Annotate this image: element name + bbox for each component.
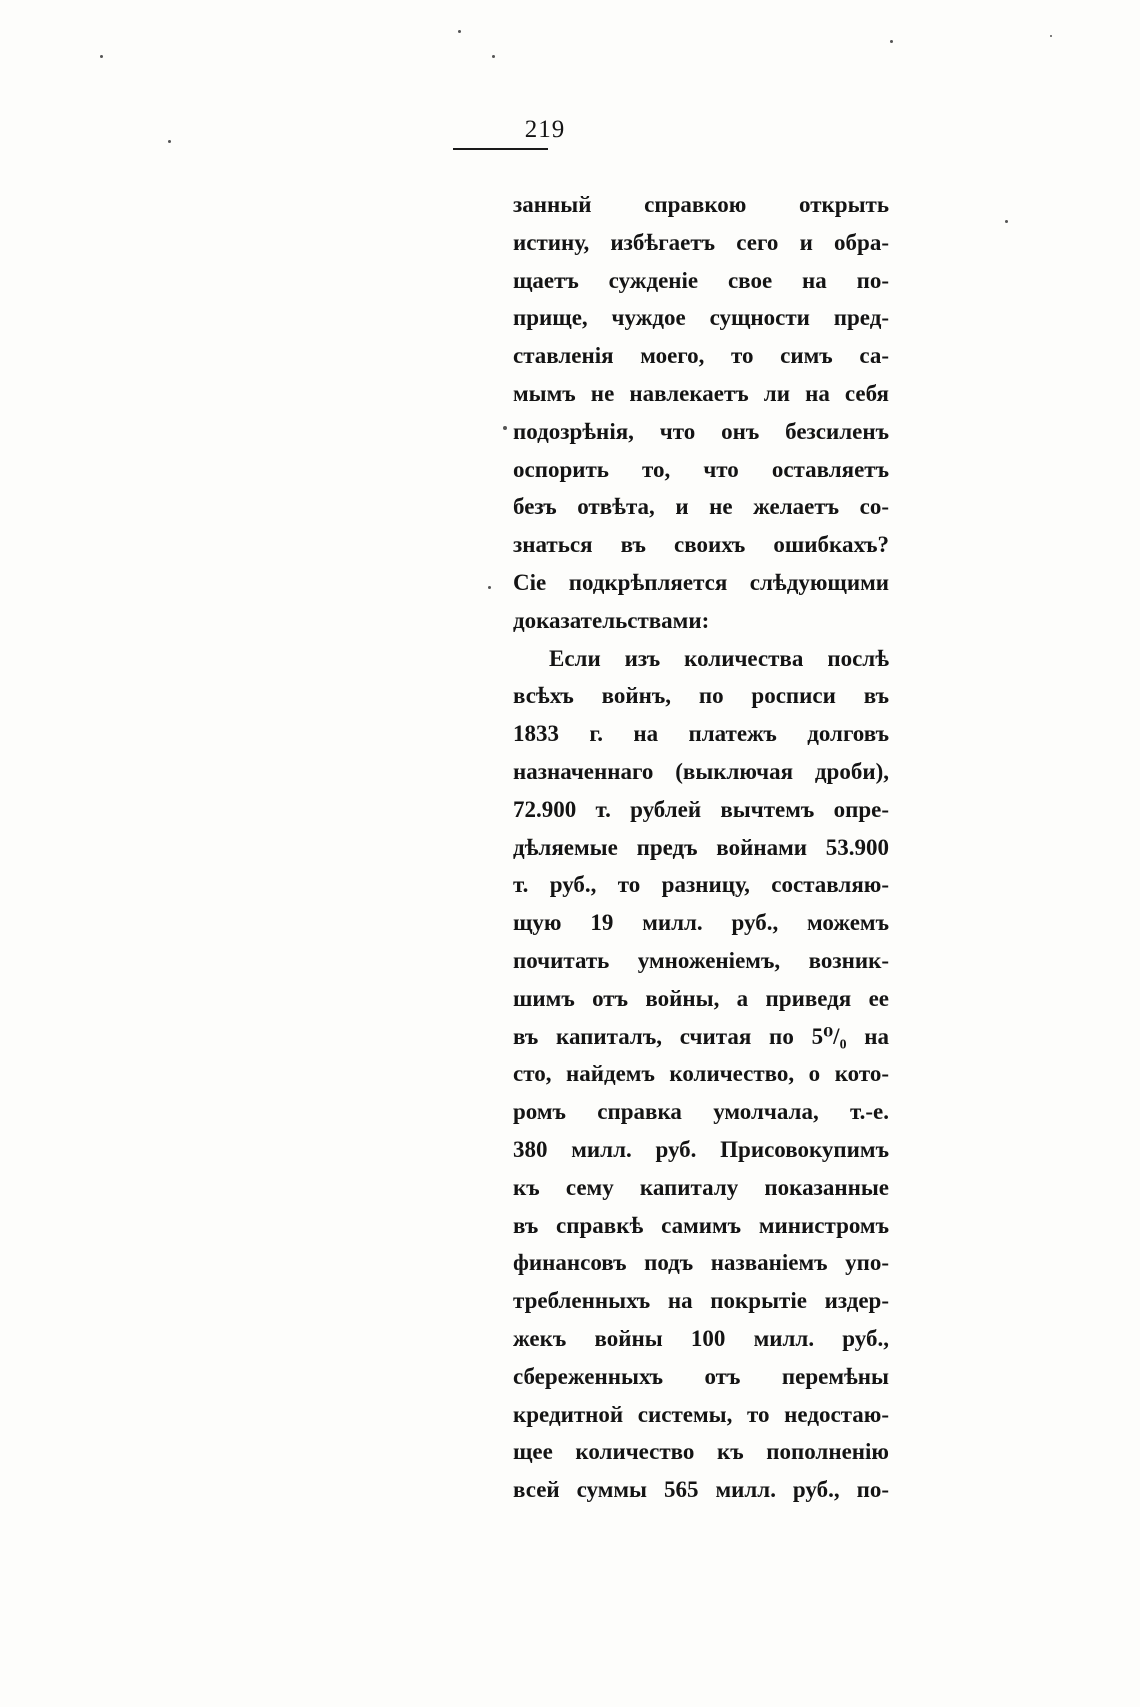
text-line: сто, найдемъ количество, о кото-	[513, 1061, 889, 1087]
text-line: 1833 г. на платежъ долговъ	[513, 721, 889, 747]
scan-speck	[890, 40, 893, 43]
text-line: всей суммы 565 милл. руб., по-	[513, 1477, 889, 1503]
text-line: кредитной системы, то недостаю-	[513, 1401, 889, 1427]
scan-speck	[100, 55, 103, 58]
text-line: Сіе подкрѣпляется слѣдующими	[513, 569, 889, 595]
text-line: шимъ отъ войны, а приведя ее	[513, 985, 889, 1011]
text-line: ромъ справка умолчала, т.-е.	[513, 1099, 889, 1125]
text-line: жекъ войны 100 милл. руб.,	[513, 1325, 889, 1351]
paragraph-2	[513, 640, 889, 1509]
text-line: дѣляемые предъ войнами 53.900	[513, 834, 889, 860]
text-line: истину, избѣгаетъ сего и обра-	[513, 229, 889, 255]
text-line: 380 милл. руб. Присовокупимъ	[513, 1136, 889, 1162]
text-line: назначеннаго (выключая дроби),	[513, 758, 889, 784]
text-line: щаетъ сужденіе свое на по-	[513, 267, 889, 293]
text-column	[513, 186, 889, 1509]
text-line: въ справкѣ самимъ министромъ	[513, 1212, 889, 1238]
text-line: щую 19 милл. руб., можемъ	[513, 910, 889, 936]
scan-speck	[503, 426, 507, 430]
text-line: требленныхъ на покрытіе издер-	[513, 1288, 889, 1314]
scan-speck	[168, 140, 171, 143]
text-line: безъ отвѣта, и не желаетъ со-	[513, 494, 889, 520]
top-edge-scrap	[560, 0, 900, 4]
text-line: прище, чуждое сущности пред-	[513, 305, 889, 331]
text-line: въ капиталъ, считая по 5⁰/₀ на	[513, 1023, 889, 1049]
text-line: мымъ не навлекаетъ ли на себя	[513, 380, 889, 406]
paragraph-1	[513, 186, 889, 640]
text-line: щее количество къ пополненію	[513, 1439, 889, 1465]
text-line: занный справкою открыть	[513, 192, 889, 217]
page-number: 219	[524, 116, 566, 143]
scan-speck	[1005, 220, 1008, 223]
text-line: доказательствами:	[513, 607, 710, 633]
text-line: финансовъ подъ названіемъ упо-	[513, 1250, 889, 1276]
scan-speck	[488, 586, 491, 589]
text-line: къ сему капиталу показанные	[513, 1174, 889, 1200]
text-line: ставленія моего, то симъ са-	[513, 343, 889, 369]
text-line: Если изъ количества послѣ	[549, 645, 889, 671]
text-line: т. руб., то разницу, составляю-	[513, 872, 889, 898]
text-line: подозрѣнія, что онъ безсиленъ	[513, 418, 889, 444]
text-line: оспорить то, что оставляетъ	[513, 456, 889, 482]
text-line: почитать умноженіемъ, возник-	[513, 947, 889, 973]
text-line: сбереженныхъ отъ перемѣны	[513, 1363, 889, 1389]
scan-speck	[1050, 35, 1052, 37]
text-line: всѣхъ войнъ, по росписи въ	[513, 683, 889, 709]
page-number-rule	[453, 148, 548, 150]
text-line: 72.900 т. рублей вычтемъ опре-	[513, 796, 889, 822]
scan-speck	[458, 30, 461, 33]
text-line: знаться въ своихъ ошибкахъ?	[513, 532, 889, 558]
scan-speck	[492, 55, 495, 58]
